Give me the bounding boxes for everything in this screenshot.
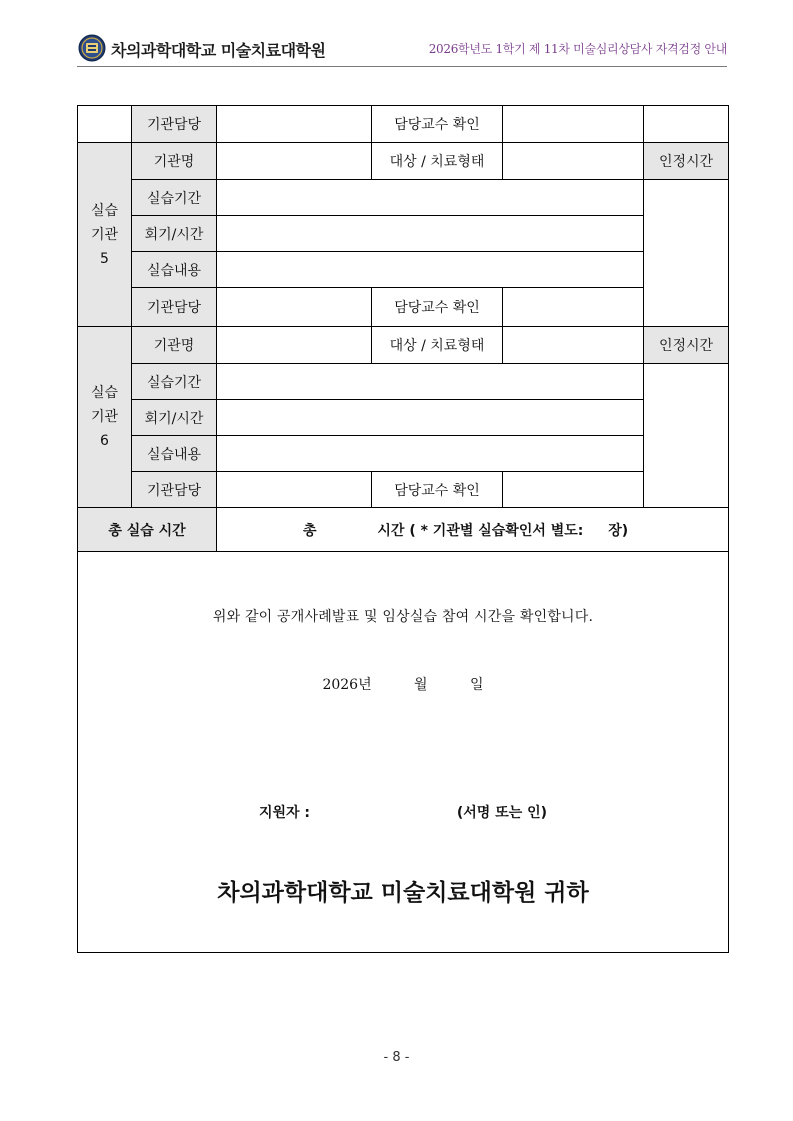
professor-confirm-field[interactable] — [503, 472, 644, 508]
empty-cell — [644, 106, 729, 143]
page-number: - 8 - — [383, 1050, 410, 1065]
institution-group-label — [78, 143, 132, 327]
practice-content-label: 실습내용 — [132, 436, 217, 472]
professor-confirm-field[interactable] — [503, 106, 644, 143]
practice-confirmation-table — [77, 105, 729, 953]
group-line: 실습 — [90, 385, 119, 401]
manager-label: 기관담당 — [132, 106, 217, 143]
total-prefix: 총 — [303, 522, 317, 539]
date-line — [78, 674, 728, 694]
header-subtitle: 2026학년도 1학기 제 11차 미술심리상담사 자격검정 안내 — [428, 42, 727, 56]
table-row — [78, 472, 729, 508]
target-type-field[interactable] — [503, 327, 644, 364]
session-time-field[interactable] — [217, 216, 644, 252]
table-row — [78, 400, 729, 436]
practice-content-label: 실습내용 — [132, 252, 217, 288]
group-line: 기관 — [90, 226, 119, 243]
total-sheets-suffix: 장) — [608, 522, 629, 539]
practice-period-label: 실습기간 — [132, 364, 217, 400]
manager-label: 기관담당 — [132, 288, 217, 327]
signature-hint: (서명 또는 인) — [456, 805, 548, 821]
addressee: 차의과학대학교 미술치료대학원 귀하 — [217, 879, 589, 906]
practice-content-field[interactable] — [217, 436, 644, 472]
practice-period-field[interactable] — [217, 180, 644, 216]
table-row — [78, 288, 729, 327]
practice-period-label: 실습기간 — [132, 180, 217, 216]
practice-period-field[interactable] — [217, 364, 644, 400]
declaration-box — [78, 552, 729, 953]
group-line: 기관 — [90, 409, 119, 425]
total-hours-text: 시간 ( * 기관별 실습확인서 별도: — [377, 522, 584, 539]
professor-confirm-label: 담당교수 확인 — [372, 106, 503, 143]
table-row — [78, 327, 729, 364]
manager-field[interactable] — [217, 106, 372, 143]
table-row — [78, 252, 729, 288]
manager-field[interactable] — [217, 288, 372, 327]
confirmation-statement: 위와 같이 공개사례발표 및 임상실습 참여 시간을 확인합니다. — [212, 609, 594, 625]
recognized-hours-field[interactable] — [644, 364, 729, 508]
group-number: 5 — [100, 250, 109, 267]
target-type-label: 대상 / 치료형태 — [372, 143, 503, 180]
date-year: 2026년 — [322, 677, 372, 693]
session-time-field[interactable] — [217, 400, 644, 436]
institution-name-field[interactable] — [217, 143, 372, 180]
university-seal-icon — [78, 34, 106, 62]
applicant-label: 지원자 : — [258, 805, 310, 821]
professor-confirm-field[interactable] — [503, 288, 644, 327]
empty-cell — [78, 106, 132, 143]
group-number: 6 — [100, 433, 109, 449]
table-row — [78, 106, 729, 143]
table-row — [78, 216, 729, 252]
recognized-hours-label: 인정시간 — [644, 327, 729, 364]
manager-label: 기관담당 — [132, 472, 217, 508]
institution-name-field[interactable] — [217, 327, 372, 364]
institution-name-label: 기관명 — [132, 327, 217, 364]
manager-field[interactable] — [217, 472, 372, 508]
total-hours-field[interactable] — [217, 508, 729, 552]
signature-line — [78, 802, 728, 822]
header-title: 차의과학대학교 미술치료대학원 — [111, 41, 326, 60]
header-divider — [77, 66, 727, 67]
total-row — [78, 508, 729, 552]
practice-content-field[interactable] — [217, 252, 644, 288]
table-row — [78, 180, 729, 216]
professor-confirm-label: 담당교수 확인 — [372, 288, 503, 327]
recognized-hours-label: 인정시간 — [644, 143, 729, 180]
session-time-label: 회기/시간 — [132, 216, 217, 252]
institution-name-label: 기관명 — [132, 143, 217, 180]
declaration-row — [78, 552, 729, 953]
target-type-label: 대상 / 치료형태 — [372, 327, 503, 364]
professor-confirm-label: 담당교수 확인 — [372, 472, 503, 508]
institution-group-label — [78, 327, 132, 508]
recognized-hours-field[interactable] — [644, 180, 729, 327]
page-header — [77, 34, 727, 64]
date-day: 일 — [470, 677, 484, 693]
session-time-label: 회기/시간 — [132, 400, 217, 436]
table-row — [78, 436, 729, 472]
table-row — [78, 364, 729, 400]
table-row — [78, 143, 729, 180]
target-type-field[interactable] — [503, 143, 644, 180]
date-month: 월 — [414, 677, 428, 693]
group-line: 실습 — [90, 202, 119, 219]
total-hours-label: 총 실습 시간 — [78, 508, 217, 552]
